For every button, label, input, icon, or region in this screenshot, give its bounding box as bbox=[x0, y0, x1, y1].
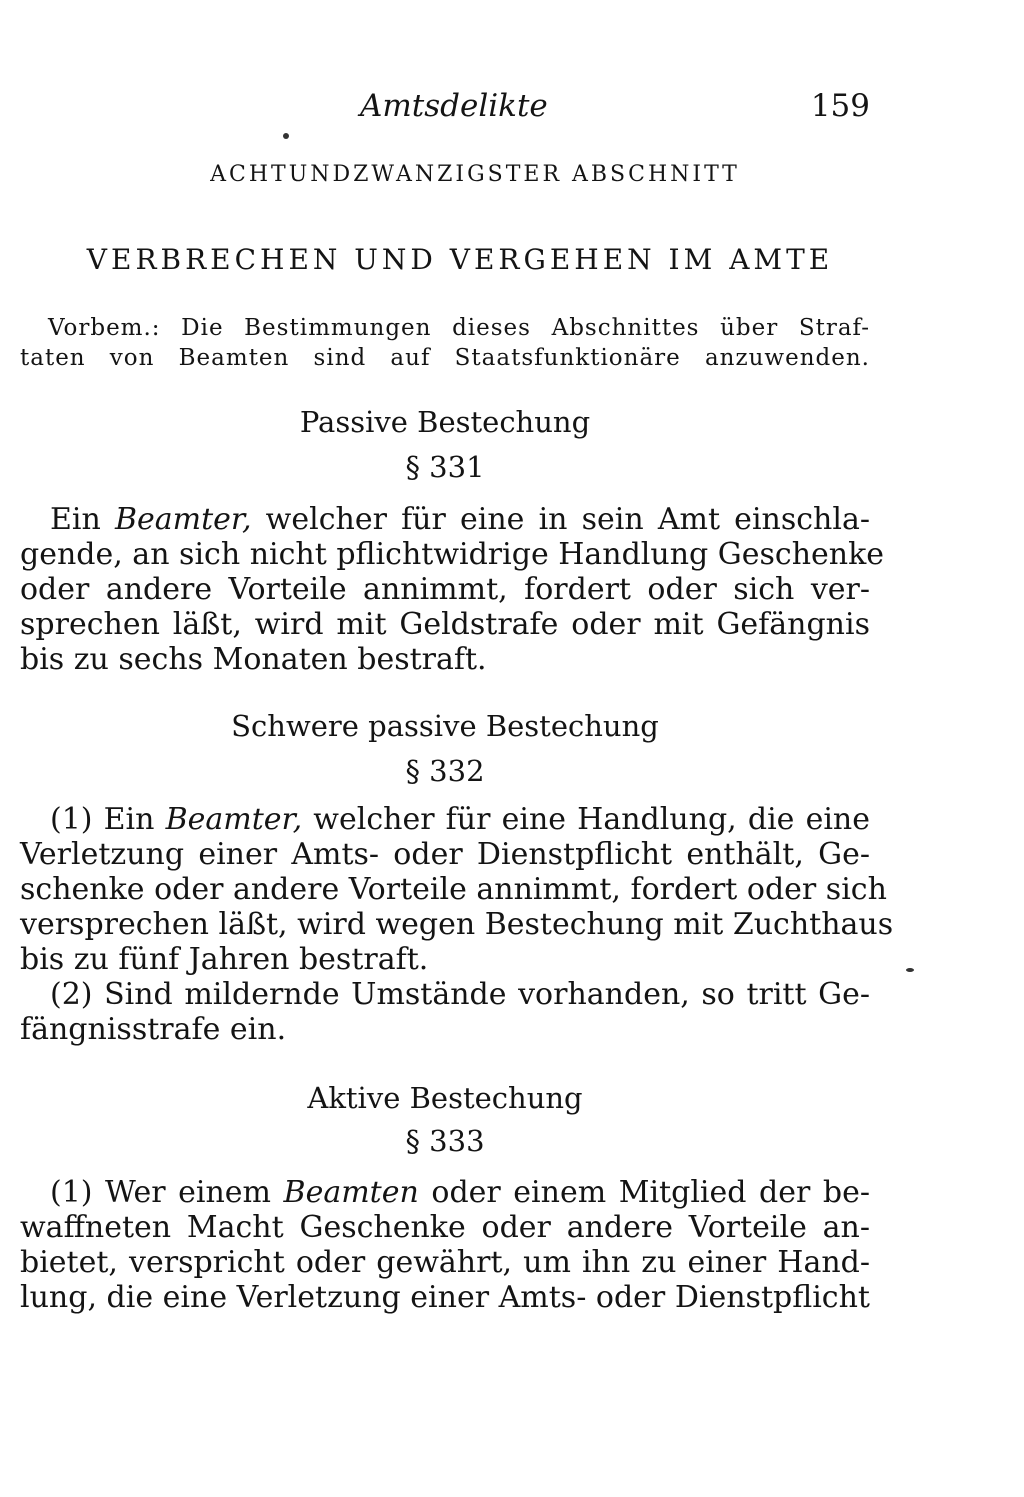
paragraph-number-331: § 331 bbox=[405, 450, 485, 484]
print-speck bbox=[283, 133, 289, 139]
text-line: Ein Beamter, welcher für eine in sein Amt einschla- bbox=[50, 502, 870, 537]
paragraph-number-333: § 333 bbox=[405, 1124, 485, 1158]
section-heading-331: Passive Bestechung bbox=[299, 405, 591, 439]
running-title: Amtsdelikte bbox=[360, 88, 548, 124]
text-line: gende, an sich nicht pflichtwidrige Handlung Geschenke bbox=[20, 537, 885, 572]
section-text-331 bbox=[20, 502, 885, 677]
text-line: (1) Ein Beamter, welcher für eine Handlung, die eine bbox=[50, 802, 870, 837]
preliminary-note-line: taten von Beamten sind auf Staatsfunktionäre anzuwenden. bbox=[20, 345, 870, 371]
preliminary-note bbox=[20, 313, 870, 373]
text-line: waffneten Macht Geschenke oder andere Vorteile an- bbox=[20, 1210, 870, 1245]
section-text-332 bbox=[20, 802, 894, 1047]
text-line: fängnisstrafe ein. bbox=[20, 1012, 287, 1047]
text-line: sprechen läßt, wird mit Geldstrafe oder mit Gefängnis bbox=[20, 607, 870, 642]
chapter-title: VERBRECHEN UND VERGEHEN IM AMTE bbox=[86, 243, 834, 276]
section-heading-332: Schwere passive Bestechung bbox=[231, 709, 659, 743]
text-line: versprechen läßt, wird wegen Bestechung mit Zuchthaus bbox=[20, 907, 894, 942]
text-line: bis zu sechs Monaten bestraft. bbox=[20, 642, 487, 677]
page-number: 159 bbox=[810, 88, 870, 124]
emphasized-term: Beamter, bbox=[165, 802, 303, 837]
text-line: bietet, verspricht oder gewährt, um ihn zu einer Hand- bbox=[20, 1245, 870, 1280]
text-line: (2) Sind mildernde Umstände vorhanden, so tritt Ge- bbox=[50, 977, 870, 1012]
section-text-333 bbox=[20, 1175, 870, 1315]
running-head bbox=[20, 88, 870, 138]
section-label: ACHTUNDZWANZIGSTER ABSCHNITT bbox=[210, 162, 740, 187]
text-line: oder andere Vorteile annimmt, fordert oder sich ver- bbox=[20, 572, 870, 607]
emphasized-term: Beamter, bbox=[114, 502, 252, 537]
text-line: (1) Wer einem Beamten oder einem Mitglied der be- bbox=[50, 1175, 870, 1210]
paragraph-number-332: § 332 bbox=[405, 754, 485, 788]
print-speck bbox=[906, 968, 914, 972]
text-line: lung, die eine Verletzung einer Amts- oder Dienstpflicht bbox=[20, 1280, 870, 1315]
text-line: bis zu fünf Jahren bestraft. bbox=[20, 942, 429, 977]
section-heading-333: Aktive Bestechung bbox=[307, 1081, 583, 1115]
text-line: Verletzung einer Amts- oder Dienstpflicht enthält, Ge- bbox=[20, 837, 870, 872]
emphasized-term: Beamten bbox=[283, 1175, 419, 1210]
preliminary-note-line: Vorbem.: Die Bestimmungen dieses Abschnittes über Straf- bbox=[48, 315, 870, 341]
text-line: schenke oder andere Vorteile annimmt, fordert oder sich bbox=[20, 872, 887, 907]
